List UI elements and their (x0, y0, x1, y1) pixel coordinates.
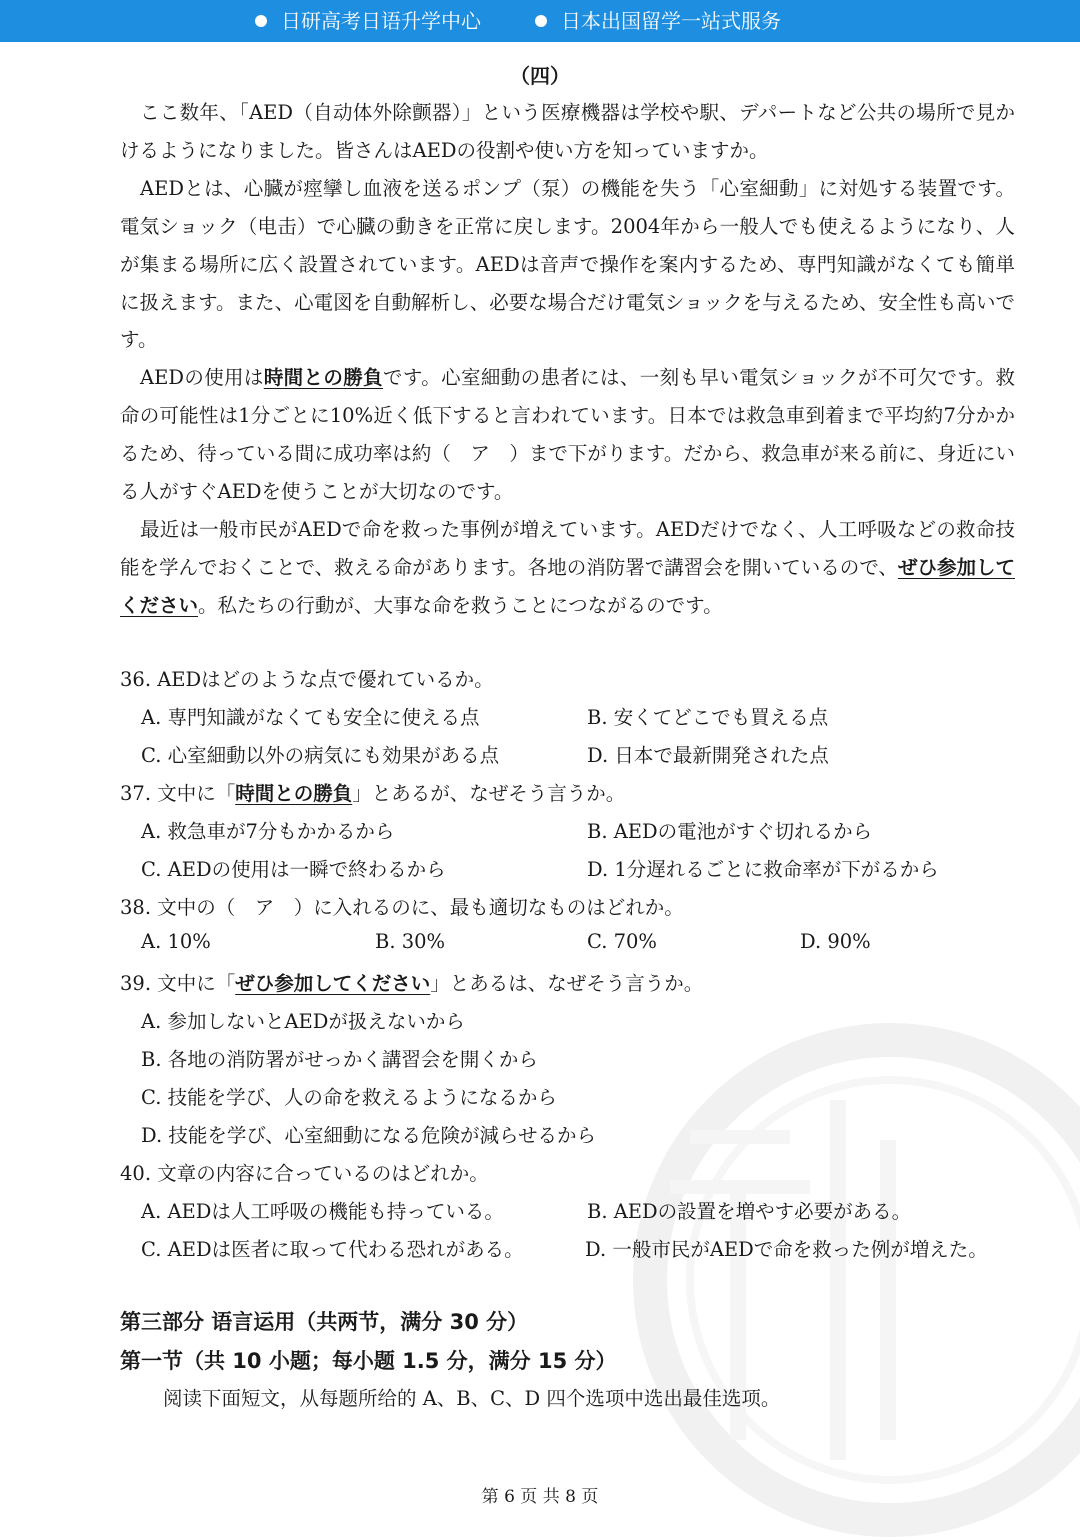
bullet-icon (535, 15, 547, 27)
banner-right-text: 日本出国留学一站式服务 (561, 9, 781, 33)
q38-option-a: A. 10% (141, 930, 211, 953)
q36-option-b: B. 安くてどこでも買える点 (587, 706, 829, 729)
section-title: （四） (510, 64, 570, 88)
q36-option-d: D. 日本で最新開発された点 (587, 744, 829, 767)
q37-option-a: A. 救急車が7分もかかるから (141, 820, 395, 843)
q40-option-d: D. 一般市民がAEDで命を救った例が増えた。 (585, 1238, 988, 1261)
reading-passage (120, 94, 1015, 625)
header-banner (0, 0, 1080, 42)
q39-underlined: ぜひ参加してください (235, 972, 431, 995)
q39-option-d: D. 技能を学び、心室細動になる危険が減らせるから (141, 1124, 596, 1147)
q36-option-c: C. 心室細動以外の病気にも効果がある点 (141, 744, 500, 767)
paragraph-4-start: 最近は一般市民がAEDで命を救った事例が増えています。AEDだけでなく、人工呼吸などの救命技能を学んでおくことで、救える命があります。各地の消防署で講習会を開いているので、 (120, 517, 1015, 579)
paragraph-3 (120, 359, 1015, 511)
paragraph-4-rest: 。私たちの行動が、大事な命を救うことにつながるのです。 (198, 593, 723, 617)
page-footer: 第 6 页 共 8 页 (481, 1487, 599, 1507)
paragraph-4 (120, 511, 1015, 625)
q38-option-c: C. 70% (587, 930, 657, 953)
q37-stem-end: 」とあるが、なぜそう言うか。 (352, 782, 626, 805)
q37-option-b: B. AEDの電池がすぐ切れるから (587, 820, 873, 843)
q39-option-b: B. 各地の消防署がせっかく講習会を開くから (141, 1048, 538, 1071)
q39-option-c: C. 技能を学び、人の命を救えるようになるから (141, 1086, 557, 1109)
q39-stem-end: 」とあるは、なぜそう言うか。 (430, 972, 704, 995)
underlined-phrase-join: ぜひ参加してください (120, 555, 1015, 617)
q37-option-c: C. AEDの使用は一瞬で終わるから (141, 858, 446, 881)
paragraph-3-start: AEDの使用は (140, 366, 264, 390)
q39-stem-start: 39. 文中に「 (120, 972, 236, 995)
q38-option-d: D. 90% (800, 930, 871, 953)
q38-option-b: B. 30% (375, 930, 446, 953)
banner-left-text: 日研高考日语升学中心 (281, 9, 481, 33)
q37-underlined: 時間との勝負 (235, 782, 353, 805)
question-38: 38. 文中の（ ア ）に入れるのに、最も適切なものはどれか。 (120, 896, 684, 919)
banner-left (255, 0, 481, 42)
q40-option-c: C. AEDは医者に取って代わる恐れがある。 (141, 1238, 524, 1261)
q40-option-a: A. AEDは人工呼吸の機能も持っている。 (141, 1200, 504, 1223)
banner-right (535, 0, 781, 42)
paragraph-2: AEDとは、心臓が痙攣し血液を送るポンプ（泵）の機能を失う「心室細動」に対処する装置です。電気ショック（电击）で心臓の動きを正常に戻します。2004年から一般人でも使えるようになり、人が集まる場所に広く設置されています。AEDは音声で操作を案内するため、専門知識がなくても簡単に扱えます。また、心電図を自動解析し、必要な場合だけ電気ショックを与えるため、安全性も高いです。 (120, 176, 1015, 352)
q40-option-b: B. AEDの設置を増やす必要がある。 (587, 1200, 912, 1223)
paragraph-3-rest: です。心室細動の患者には、一刻も早い電気ショックが不可欠です。救命の可能性は1分ごとに10%近く低下すると言われています。日本では救急車到着まで平均約7分かかるため、待っている間に成功率は約（ ア ）まで下がります。だから、救急車が来る前に、身近にいる人がすぐAEDを使うことが大切なのです。 (120, 366, 1016, 504)
question-37 (120, 778, 625, 806)
q36-option-a: A. 専門知識がなくても安全に使える点 (141, 706, 480, 729)
paragraph-1: ここ数年、「AED（自动体外除颤器）」という医療機器は学校や駅、デパートなど公共の場所で見かけるようになりました。皆さんはAEDの役割や使い方を知っていますか。 (120, 101, 1015, 162)
q37-option-d: D. 1分遅れるごとに救命率が下がるから (587, 858, 939, 881)
part3-subtitle: 第一节（共 10 小题；每小题 1.5 分，满分 15 分） (120, 1349, 617, 1373)
q37-stem-start: 37. 文中に「 (120, 782, 236, 805)
bullet-icon (255, 15, 267, 27)
question-40: 40. 文章の内容に合っているのはどれか。 (120, 1162, 489, 1185)
q39-option-a: A. 参加しないとAEDが扱えないから (141, 1010, 465, 1033)
part3-title: 第三部分 语言运用（共两节，满分 30 分） (120, 1310, 529, 1334)
question-39 (120, 968, 703, 996)
part3-instruction: 阅读下面短文，从每题所给的 A、B、C、D 四个选项中选出最佳选项。 (163, 1387, 781, 1410)
watermark-logo (630, 1020, 1080, 1540)
question-36: 36. AEDはどのような点で優れているか。 (120, 668, 494, 691)
underlined-phrase-time: 時間との勝負 (263, 366, 384, 390)
